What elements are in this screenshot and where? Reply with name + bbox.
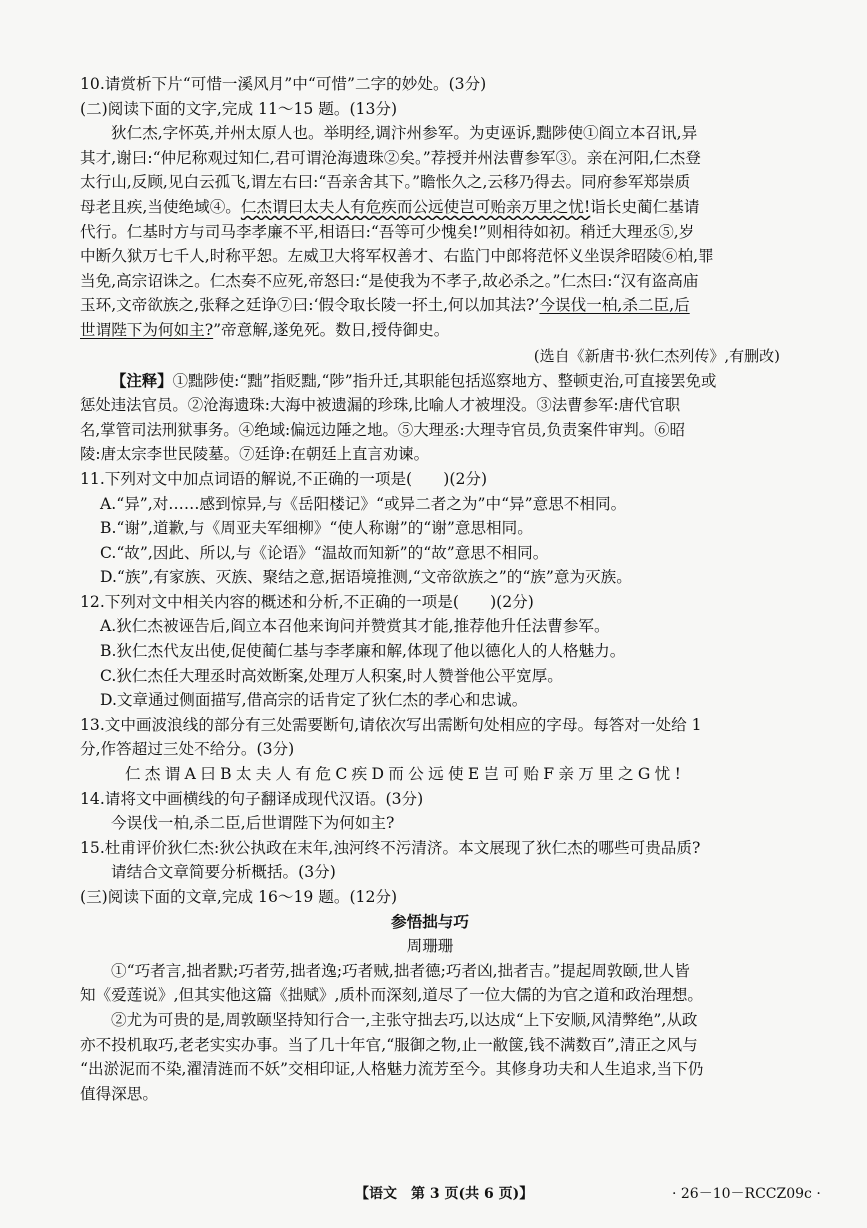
passage-line: 当免,高宗诏诛之。仁杰奏不应死,帝怒曰:“是使我为不孝子,故必杀之。”仁杰曰:“汉有盗高庙 <box>80 271 699 290</box>
option-d: D.“族”,有家族、灭族、聚结之意,据语境推测,“文帝欲族之”的“族”意为灭族。 <box>100 568 632 587</box>
essay-title: 参悟拙与巧 <box>391 911 469 931</box>
question-15: 15.杜甫评价狄仁杰:狄公执政在末年,浊河终不污清济。本文展现了狄仁杰的哪些可贵品质? <box>80 838 701 857</box>
option-d: D.文章通过侧面描写,借高宗的话肯定了狄仁杰的孝心和忠诚。 <box>100 691 528 710</box>
essay-line: 亦不投机取巧,老老实实办事。当了几十年官,“服御之物,止一敝箧,钱不满数百”,清正之风与 <box>80 1035 698 1054</box>
option-b: B.“谢”,道歉,与《周亚夫军细柳》“使人称谢”的“谢”意思相同。 <box>100 519 533 538</box>
annotation-line <box>80 369 780 394</box>
question-15-cont: 请结合文章简要分析概括。(3分) <box>111 863 336 882</box>
annotation-line: 惩处违法官员。②沧海遗珠:大海中被遗漏的珍珠,比喻人才被埋没。③法曹参军:唐代官职 <box>80 396 681 415</box>
passage-text: ”帝意解,遂免死。数日,授侍御史。 <box>213 320 450 339</box>
question-12: 12.下列对文中相关内容的概述和分析,不正确的一项是( )(2分) <box>80 592 534 611</box>
annotation-line: 陵:唐太宗李世民陵墓。⑦廷诤:在朝廷上直言劝谏。 <box>80 445 429 464</box>
question-13-sentence: 仁杰谓A曰B太夫人有危C疾D而公远使E岂可贻F亲万里之G忧! <box>125 765 686 784</box>
exam-page <box>80 72 780 1106</box>
essay-line: 值得深思。 <box>80 1084 158 1103</box>
option-c: C.“故”,因此、所以,与《论语》“温故而知新”的“故”意思不相同。 <box>100 543 549 562</box>
passage-line <box>80 318 780 343</box>
question-13: 13.文中画波浪线的部分有三处需要断句,请依次写出需断句处相应的字母。每答对一处给 1 <box>80 715 702 734</box>
passage-line: 中断久狱万七千人,时称平恕。左威卫大将军权善才、右监门中郎将范怀义坐误斧昭陵⑥柏,罪 <box>80 247 714 266</box>
option-a: A.狄仁杰被诬告后,阎立本召他来询问并赞赏其才能,推荐他升任法曹参军。 <box>100 617 610 636</box>
question-10: 10.请赏析下片“可惜一溪风月”中“可惜”二字的妙处。(3分) <box>80 75 487 93</box>
question-14: 14.请将文中画横线的句子翻译成现代汉语。(3分) <box>80 789 424 808</box>
source-citation: (选自《新唐书·狄仁杰列传》,有删改) <box>533 346 780 365</box>
wavy-underlined-sentence: 仁杰谓曰太夫人有危疾而公远使岂可贻亲万里之忧! <box>240 197 591 216</box>
passage-line: 太行山,反顾,见白云孤飞,谓左右曰:“吾亲舍其下。”瞻怅久之,云移乃得去。同府参军郑崇质 <box>80 173 691 192</box>
passage-line <box>80 195 780 220</box>
passage-line: 代行。仁基时方与司马李孝廉不平,相语曰:“吾等可少愧矣!”则相待如初。稍迁大理丞⑤,岁 <box>80 222 695 241</box>
underlined-sentence: 今误伐一柏,杀二臣,后 <box>539 296 690 315</box>
option-c: C.狄仁杰任大理丞时高效断案,处理万人积案,时人赞誉他公平宽厚。 <box>100 666 563 685</box>
option-a: A.“异”,对……感到惊异,与《岳阳楼记》“或异二者之为”中“异”意思不相同。 <box>100 494 627 513</box>
passage-line <box>80 293 780 318</box>
passage-text: 母老且疾,当使绝域④。 <box>80 197 241 216</box>
page-number: 【语文 第 3 页(共 6 页)】 <box>355 1186 534 1202</box>
passage-text: 玉环,文帝欲族之,张释之廷诤⑦曰:‘假令取长陵一抔土,何以加其法?’ <box>80 296 540 315</box>
essay-line: 知《爱莲说》,但其实他这篇《拙赋》,质朴而深刻,道尽了一位大儒的为官之道和政治理想。 <box>80 986 704 1005</box>
section-2-heading: (二)阅读下面的文字,完成 11～15 题。(13分) <box>80 99 398 118</box>
annotation-label: 【注释】 <box>111 371 173 390</box>
paper-code: · 26－10－RCCZ09c · <box>672 1186 821 1202</box>
essay-line: “出淤泥而不染,濯清涟而不妖”交相印证,人格魅力流芳至今。其修身功夫和人生追求,当下仍 <box>80 1060 704 1079</box>
essay-line: ②尤为可贵的是,周敦颐坚持知行合一,主张守拙去巧,以达成“上下安顺,风清弊绝”,从政 <box>111 1010 698 1029</box>
annotation-line: 名,掌管司法刑狱事务。④绝域:偏远边陲之地。⑤大理丞:大理寺官员,负责案件审判。⑥昭 <box>80 420 685 439</box>
question-14-sentence: 今误伐一柏,杀二臣,后世谓陛下为何如主? <box>111 814 395 833</box>
passage-line: 狄仁杰,字怀英,并州太原人也。举明经,调汴州参军。为吏诬诉,黜陟使①阎立本召讯,异 <box>111 124 698 143</box>
underlined-sentence: 世谓陛下为何如主? <box>80 320 214 339</box>
option-b: B.狄仁杰代友出使,促使蔺仁基与李孝廉和解,体现了他以德化人的人格魅力。 <box>100 642 626 661</box>
question-11: 11.下列对文中加点词语的解说,不正确的一项是( )(2分) <box>80 469 488 488</box>
annotation-text: ①黜陟使:“黜”指贬黜,“陟”指升迁,其职能包括巡察地方、整顿吏治,可直接罢免或 <box>172 371 717 390</box>
question-13-cont: 分,作答超过三处不给分。(3分) <box>80 740 295 759</box>
passage-line: 其才,谢曰:“仲尼称观过知仁,君可谓沧海遗珠②矣。”荐授并州法曹参军③。亲在河阳,仁杰登 <box>80 148 701 167</box>
essay-author: 周珊珊 <box>406 937 454 956</box>
passage-text: 诣长史蔺仁基请 <box>590 197 700 216</box>
essay-line: ①“巧者言,拙者默;巧者劳,拙者逸;巧者贼,拙者德;巧者凶,拙者吉。”提起周敦颐,世人皆 <box>111 961 690 980</box>
section-3-heading: (三)阅读下面的文章,完成 16～19 题。(12分) <box>80 888 398 906</box>
